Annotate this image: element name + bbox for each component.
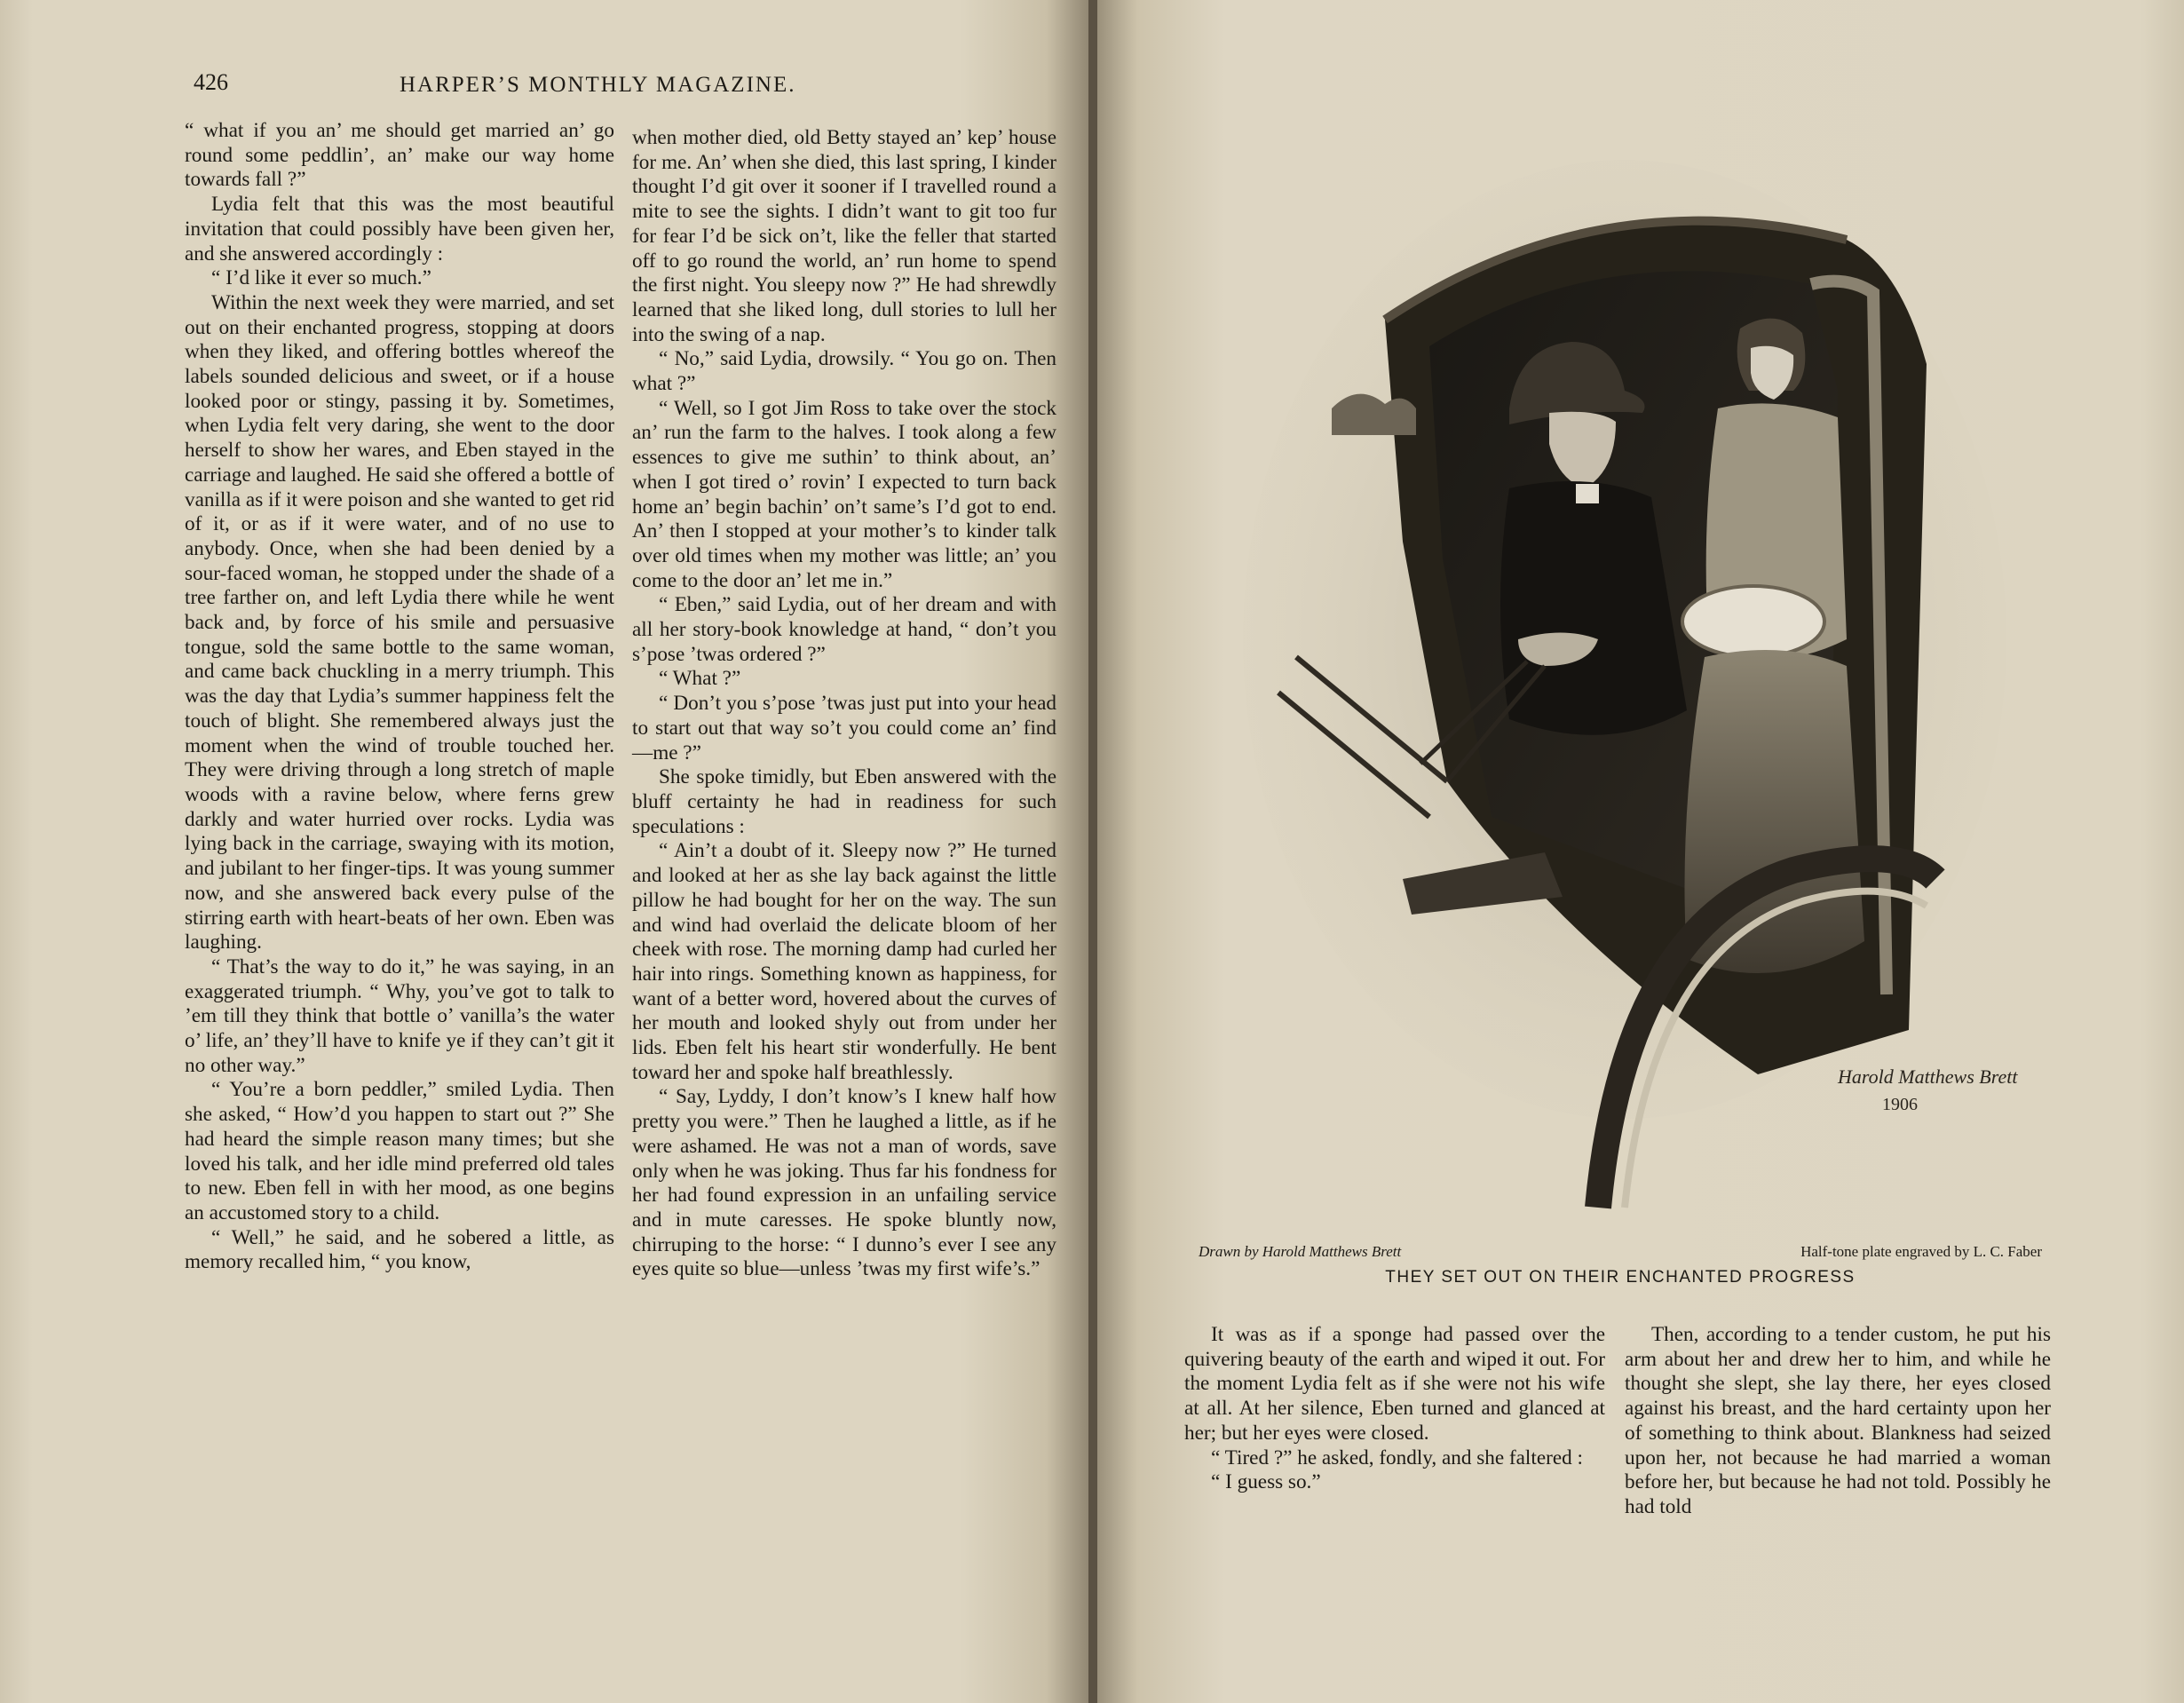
paragraph: She spoke timidly, but Eben answered with the bluff certainty he had in readiness for such speculations : [632,765,1056,838]
figure-caption: THEY SET OUT ON THEIR ENCHANTED PROGRESS [1385,1268,1856,1287]
artist-signature-year: 1906 [1882,1095,1918,1114]
man-collar [1576,484,1599,503]
paragraph: when mother died, old Betty stayed an’ kep’ house for me. An’ when she died, this last spring, I kinder thought I’d git over it sooner if I travelled round a mite to see the sights. I didn’t want to git too fur for fear I’d be sick on’t, like the feller that started off to go round the world, an’ run home to spend the first night. You sleepy now ?” He had shrewdly learned that she liked long, dull stories to lull her into the swing of a nap. [632,126,1056,346]
right-page-column-2 [1625,1323,2051,1520]
paragraph: “ You’re a born peddler,” smiled Lydia. Then she asked, “ How’d you happen to start out ?” She had heard the simple reason many times; but she loved his talk, and her idle mind preferred old tales to new. Eben fell in with her mood, as one begins an accustomed story to a child. [185,1078,614,1224]
paragraph: “ I’d like it ever so much.” [211,266,431,290]
paragraph: “ What ?” [659,667,741,691]
paragraph: “ Well, so I got Jim Ross to take over the stock an’ run the farm to the halves. I took along a few essences to give me suthin’ to think about, an’ when I got tired o’ rovin’ I expected to turn back home an’ begin bachin’ on’t same’s I’d got to end. An’ then I stopped at your mother’s to kinder talk over old times when my mother was little; an’ you come to the door an’ let me in.” [632,396,1056,592]
paragraph: “ Say, Lyddy, I don’t know’s I knew half how pretty you were.” Then he laughed a little, as if he were ashamed. He was not a man of words, save only when he was joking. Thus far his fondness for her had found expression in an unfailing service and in mute caresses. He spoke bluntly now, chirruping to the horse: “ I dunno’s ever I see any eyes quite so blue—unless ’twas my first wife’s.” [632,1085,1056,1281]
illustrator-credit: Drawn by Harold Matthews Brett [1199,1243,1402,1260]
left-page-column-2 [632,126,1056,1282]
paragraph: Then, according to a tender custom, he put his arm about her and drew her to him, and while he thought she slept, she lay there, her eyes closed against his breast, and the hard certainty upon her of something to think about. Blankness had seized upon her, not because he had married a woman before her, but because he had not told. Possibly he had told [1625,1323,2051,1518]
paragraph: “ Ain’t a doubt of it. Sleepy now ?” He turned and looked at her as she lay back against the little pillow he had bought for her on the way. The sun and wind had overlaid the delicate bloom of her cheek with rose. The morning damp had curled her hair into rings. Something known as happiness, for want of a better word, hovered about the curves of her mouth and looked shyly out from under her lids. Eben felt his heart stir wonderfully. He bent toward her and spoke half breathlessly. [632,839,1056,1084]
paragraph: “ Tired ?” he asked, fondly, and she faltered : [1211,1446,1583,1469]
right-page-column-1 [1184,1323,1605,1495]
paragraph: “ I guess so.” [1211,1470,1321,1494]
engraver-credit: Half-tone plate engraved by L. C. Faber [1800,1243,2042,1260]
paragraph: “ Eben,” said Lydia, out of her dream and with all her story-book knowledge at hand, “ don’t you s’pose ’twas ordered ?” [632,593,1056,666]
figure-credits [1199,1243,2042,1270]
left-page-column-1 [185,119,614,1275]
paragraph: “ No,” said Lydia, drowsily. “ You go on. Then what ?” [632,347,1056,396]
binding-gutter [1088,0,1097,1703]
paragraph: “ Well,” he said, and he sobered a little, as memory recalled him, “ you know, [185,1225,614,1274]
woman-hat-on-lap [1682,586,1824,657]
paragraph: Lydia felt that this was the most beautiful invitation that could possibly have been given her, and she answered accordingly : [185,193,614,265]
paragraph: “ That’s the way to do it,” he was saying, in an exaggerated triumph. “ Why, you’ve got to talk to ’em till they think that bottle o’ vanilla’s the water o’ life, an’ they’ll have to knife ye if they can’t git it no other way.” [185,954,614,1077]
paragraph: “ Don’t you s’pose ’twas just put into your head to start out that way so’t you could come an’ find—me ?” [632,692,1056,764]
artist-signature: Harold Matthews Brett [1838,1065,2018,1088]
distant-trees [1332,394,1416,435]
magazine-title: HARPER’S MONTHLY MAGAZINE. [400,73,796,97]
running-head [194,69,1064,105]
paragraph: Within the next week they were married, and set out on their enchanted progress, stopping at doors when they liked, and offering bottles whereof the labels sounded delicious and sweet, or if a house looked poor or stingy, passing it by. Sometimes, when Lydia felt very daring, she went to the door herself to show her wares, and Eben stayed in the carriage and laughed. He said she offered a bottle of vanilla as if it were poison and she wanted to get rid of it, or as if it were water, and of no use to anybody. Once, when she had been denied by a sour-faced woman, he stopped under the shade of a tree farther on, and left Lydia there while he went back and, by force of his smile and persuasive tongue, sold the same bottle to the same woman, and came back chuckling in a merry triumph. This was the day that Lydia’s summer happiness felt the touch of blight. She remembered always just the moment when the wind of trouble touched her. They were driving through a long stretch of maple woods with a ravine below, where ferns grew darkly and water hurried over rocks. Lydia was lying back in the carriage, swaying with its motion, and jubilant to her finger-tips. It was young summer now, and she answered back every pulse of the stirring earth with heart-beats of her own. Eben was laughing. [185,290,614,954]
illustration-carriage [1225,142,2024,1216]
page-number: 426 [194,69,228,95]
paragraph: It was as if a sponge had passed over the quivering beauty of the earth and wiped it out. For the moment Lydia felt as if she were not his wife at all. At her silence, Eben turned and glanced at her; but her eyes were closed. [1184,1323,1605,1445]
paragraph: “ what if you an’ me should get married an’ go round some peddlin’, an’ make our way home towards fall ?” [185,119,614,192]
